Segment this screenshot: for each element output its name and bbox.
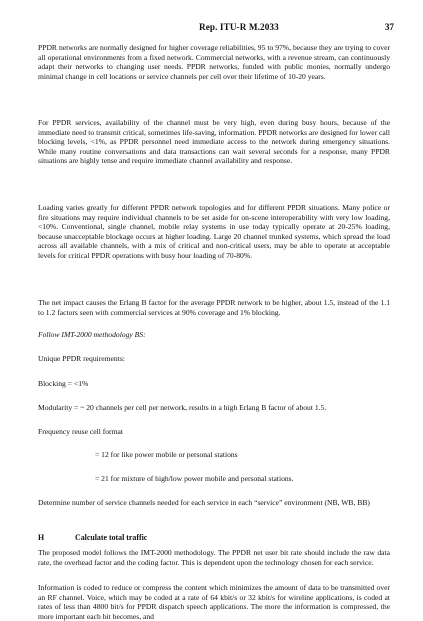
follow-methodology-heading: Follow IMT-2000 methodology BS: <box>38 330 146 339</box>
reuse-format-label: Frequency reuse cell format <box>38 427 123 436</box>
paragraph-erlang: The net impact causes the Erlang B factor for the average PPDR network to be higher, about 1.5, instead of the 1.1 to 1.2 factors seen with commercial services at 90% coverage and 1% blocking. <box>38 298 390 317</box>
paragraph-coding: Information is coded to reduce or compress the content which minimizes the amount of data to be transmitted over an RF channel. Voice, which may be coded at a rate of 64 kbit/s or 32 kbit/s for wireline applications, is coded at rates of less than 4800 bit/s for PPDR dispatch speech applications. The more the information is compressed, the more important each bit becomes, and <box>38 583 390 621</box>
page-number: 37 <box>384 22 394 32</box>
running-header-title: Rep. ITU-R M.2033 <box>199 22 279 32</box>
reuse-item-12: = 12 for like power mobile or personal stations <box>95 450 238 459</box>
reuse-item-21: = 21 for mixture of high/low power mobile and personal stations. <box>95 474 294 483</box>
section-title: Calculate total traffic <box>75 533 148 542</box>
paragraph-coverage: PPDR networks are normally designed for higher coverage reliabilities, 95 to 97%, because they are trying to cover all operational environments from a fixed network. Commercial networks, with a revenue stream, can continuously adapt their networks to changing user needs. PPDR networks, funded with public monies, normally undergo minimal change in cell locations or service channels per cell over their lifetime of 10-20 years. <box>38 43 390 81</box>
paragraph-availability: For PPDR services, availability of the channel must be very high, even during busy hours, because of the immediate need to transmit critical, sometimes life-saving, information. PPDR networks are designed for lower call blocking levels, <1%, as PPDR personnel need immediate access to the network during emergency situations. While many routine conversations and data transactions can wait several seconds for a response, many PPDR situations are highly tense and require immediate channel availability and response. <box>38 118 390 166</box>
blocking-requirement: Blocking = <1% <box>38 379 89 388</box>
paragraph-loading: Loading varies greatly for different PPDR network topologies and for different PPDR situations. Many police or fire situations may require individual channels to be set aside for on-scene interoperability with very low loading, <10%. Conventional, single channel, mobile relay systems in use today typically operate at 20-25% loading, because unacceptable blockage occurs at higher loading. Large 20 channel trunked systems, which spread the load across all available channels, with a mix of critical and non-critical users, may be able to operate at acceptable levels for critical PPDR operations with busy hour loading of 70-80%. <box>38 203 390 260</box>
section-number: H <box>38 533 45 542</box>
determine-channels-text: Determine number of service channels needed for each service in each “service” environment (NB, WB, BB) <box>38 498 370 507</box>
modularity-requirement: Modularity = ~ 20 channels per cell per network, results in a high Erlang B factor of about 1.5. <box>38 403 327 412</box>
unique-requirements-label: Unique PPDR requirements: <box>38 354 125 363</box>
paragraph-methodology: The proposed model follows the IMT-2000 methodology. The PPDR net user bit rate should include the raw data rate, the overhead factor and the coding factor. This is dependent upon the technology chosen for each service. <box>38 548 390 567</box>
